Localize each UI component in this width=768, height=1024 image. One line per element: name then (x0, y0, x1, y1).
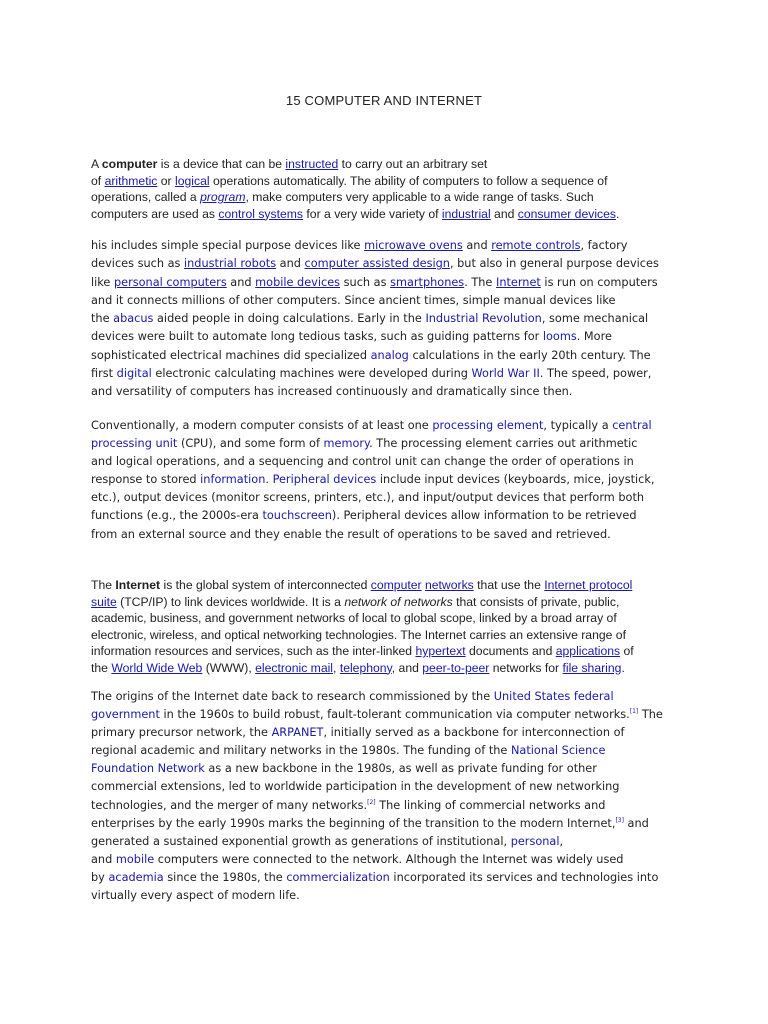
text-line: Foundation Network as a new backbone in the 1980s, as well as private funding for other (91, 762, 597, 776)
paragraph-computer-components (91, 417, 681, 544)
link-logical[interactable]: logical (175, 173, 210, 188)
link-personal[interactable]: personal (510, 834, 560, 848)
link-internet[interactable]: Internet (495, 275, 541, 289)
link-telephony[interactable]: telephony (339, 660, 392, 675)
text-line: primary precursor network, the ARPANET, initially served as a backbone for interconnection of (91, 726, 625, 740)
link-nsfnet[interactable]: National Science (510, 744, 606, 758)
bold-term-internet: Internet (115, 578, 161, 592)
link-file-sharing[interactable]: file sharing (562, 660, 622, 675)
link-world-war-ii[interactable]: World War II (471, 367, 540, 381)
text-line: of arithmetic or logical operations automatically. The ability of computers to follow a sequence of (91, 173, 608, 188)
text-line: the abacus aided people in doing calculations. Early in the Industrial Revolution, some mechanical (91, 312, 649, 326)
text-line: enterprises by the early 1990s marks the beginning of the transition to the modern Internet,[3] and (91, 816, 649, 830)
link-industrial-revolution[interactable]: Industrial Revolution (425, 312, 542, 326)
text-line: his includes simple special purpose devices like microwave ovens and remote controls, factory (91, 239, 628, 252)
link-digital[interactable]: digital (116, 367, 152, 381)
link-applications[interactable]: applications (555, 644, 621, 658)
text-line: first digital electronic calculating machines were developed during World War II. The speed, power, (91, 367, 652, 381)
link-arithmetic[interactable]: arithmetic (104, 173, 158, 188)
link-us-federal-government[interactable]: United States federal (493, 690, 614, 703)
text-line: functions (e.g., the 2000s-era touchscreen). Peripheral devices allow information to be retrieved (91, 509, 637, 523)
text-line: technologies, and the merger of many networks.[2] The linking of commercial networks and (91, 798, 606, 812)
text-line: etc.), output devices (monitor screens, printers, etc.), and input/output devices that perform both (91, 491, 645, 505)
link-control-systems[interactable]: control systems (218, 206, 304, 221)
link-personal-computers[interactable]: personal computers (113, 275, 227, 289)
link-industrial-robots[interactable]: industrial robots (184, 257, 277, 271)
link-memory[interactable]: memory (323, 437, 370, 451)
text-line: Conventionally, a modern computer consists of at least one processing element, typically a central (91, 419, 652, 432)
paragraph-computer-definition (91, 156, 681, 222)
text-line: academic, business, and government networks of local to global scope, linked by a broad array of (91, 611, 617, 625)
text-line: The Internet is the global system of interconnected computer networks that use the Internet protocol (91, 578, 633, 592)
text-line: like personal computers and mobile devices such as smartphones. The Internet is run on computers (91, 275, 658, 289)
text-line: by academia since the 1980s, the commercialization incorporated its services and technologies into (91, 870, 659, 884)
link-looms[interactable]: looms (542, 330, 577, 344)
link-world-wide-web[interactable]: World Wide Web (111, 660, 203, 675)
link-computer-assisted-design[interactable]: computer assisted design (304, 257, 450, 271)
paragraph-internet-origins (91, 688, 681, 905)
text-line: virtually every aspect of modern life. (91, 889, 300, 903)
text-line: from an external source and they enable the result of operations to be saved and retrieved. (91, 527, 611, 541)
text-line: regional academic and military networks in the 1980s. The funding of the National Science (91, 744, 606, 758)
text-line: commercial extensions, led to worldwide participation in the development of new networking (91, 780, 620, 794)
text-line: devices were built to automate long tedious tasks, such as guiding patterns for looms. More (91, 330, 612, 344)
link-internet-protocol-suite[interactable]: suite (91, 594, 117, 609)
text-line: A computer is a device that can be instructed to carry out an arbitrary set (91, 157, 488, 171)
link-nsfnet[interactable]: Foundation Network (91, 762, 205, 776)
citation-1[interactable]: [1] (629, 708, 639, 716)
paragraph-internet-definition (91, 577, 681, 676)
link-peer-to-peer[interactable]: peer-to-peer (422, 660, 490, 675)
page-title: 15 COMPUTER AND INTERNET (285, 93, 483, 108)
link-electronic-mail[interactable]: electronic mail (255, 660, 334, 675)
paragraph-device-uses (91, 237, 681, 402)
text-line: information resources and services, such as the inter-linked hypertext documents and applications of (91, 644, 634, 658)
link-microwave-ovens[interactable]: microwave ovens (364, 239, 463, 252)
text-line: processing unit (CPU), and some form of memory. The processing element carries out arithmetic (91, 437, 638, 451)
link-internet-protocol-suite[interactable]: Internet protocol (544, 578, 633, 592)
text-line: The origins of the Internet date back to research commissioned by the United States federal (91, 690, 614, 703)
text-line: operations, called a program, make computers very applicable to a wide range of tasks. Such (91, 190, 594, 204)
link-information[interactable]: information (200, 473, 266, 487)
link-peripheral-devices[interactable]: Peripheral devices (272, 473, 377, 487)
text-line: electronic, wireless, and optical networking technologies. The Internet carries an extensive range of (91, 627, 626, 642)
link-central-processing-unit[interactable]: central (612, 419, 652, 432)
link-remote-controls[interactable]: remote controls (491, 239, 581, 252)
link-computer[interactable]: computer (370, 578, 422, 592)
link-processing-element[interactable]: processing element (432, 419, 544, 432)
link-networks[interactable]: networks (424, 578, 474, 592)
text-line: devices such as industrial robots and computer assisted design, but also in general purpose devices (91, 257, 659, 271)
link-abacus[interactable]: abacus (113, 312, 154, 326)
link-arpanet[interactable]: ARPANET (271, 726, 324, 740)
text-line: the World Wide Web (WWW), electronic mail, telephony, and peer-to-peer networks for file sharing. (91, 660, 625, 675)
link-smartphones[interactable]: smartphones (390, 275, 465, 289)
link-analog[interactable]: analog (370, 348, 409, 362)
link-industrial[interactable]: industrial (441, 206, 491, 221)
italic-network-of-networks: network of networks (344, 594, 453, 609)
text-line: computers are used as control systems for a very wide variety of industrial and consumer devices. (91, 206, 620, 221)
text-line: government in the 1960s to build robust, fault-tolerant communication via computer networks.[1] The (91, 708, 663, 722)
citation-3[interactable]: [3] (615, 816, 624, 824)
text-line: response to stored information. Peripheral devices include input devices (keyboards, mice, joystick, (91, 473, 655, 487)
text-line: generated a sustained exponential growth as generations of institutional, personal, (91, 834, 564, 848)
link-commercialization[interactable]: commercialization (286, 870, 390, 884)
link-us-federal-government[interactable]: government (91, 708, 160, 722)
link-consumer-devices[interactable]: consumer devices (517, 206, 617, 221)
citation-2[interactable]: [2] (367, 798, 376, 806)
text-line: sophisticated electrical machines did specialized analog calculations in the early 20th century. The (91, 348, 651, 362)
text-line: and versatility of computers has increased continuously and dramatically since then. (91, 385, 573, 399)
link-touchscreen[interactable]: touchscreen (262, 509, 332, 523)
text-line: and logical operations, and a sequencing and control unit can change the order of operations in (91, 455, 634, 469)
link-instructed[interactable]: instructed (285, 157, 339, 171)
link-mobile-devices[interactable]: mobile devices (255, 275, 341, 289)
text-line: and it connects millions of other computers. Since ancient times, simple manual devices like (91, 293, 616, 307)
link-program[interactable]: program (200, 190, 246, 204)
text-line: suite (TCP/IP) to link devices worldwide. It is a network of networks that consists of private, public, (91, 594, 620, 609)
bold-term-computer: computer (101, 157, 158, 171)
link-central-processing-unit[interactable]: processing unit (91, 437, 178, 451)
link-mobile[interactable]: mobile (115, 852, 155, 866)
link-academia[interactable]: academia (108, 870, 164, 884)
text-line: and mobile computers were connected to the network. Although the Internet was widely used (91, 852, 624, 866)
link-hypertext[interactable]: hypertext (415, 644, 466, 658)
